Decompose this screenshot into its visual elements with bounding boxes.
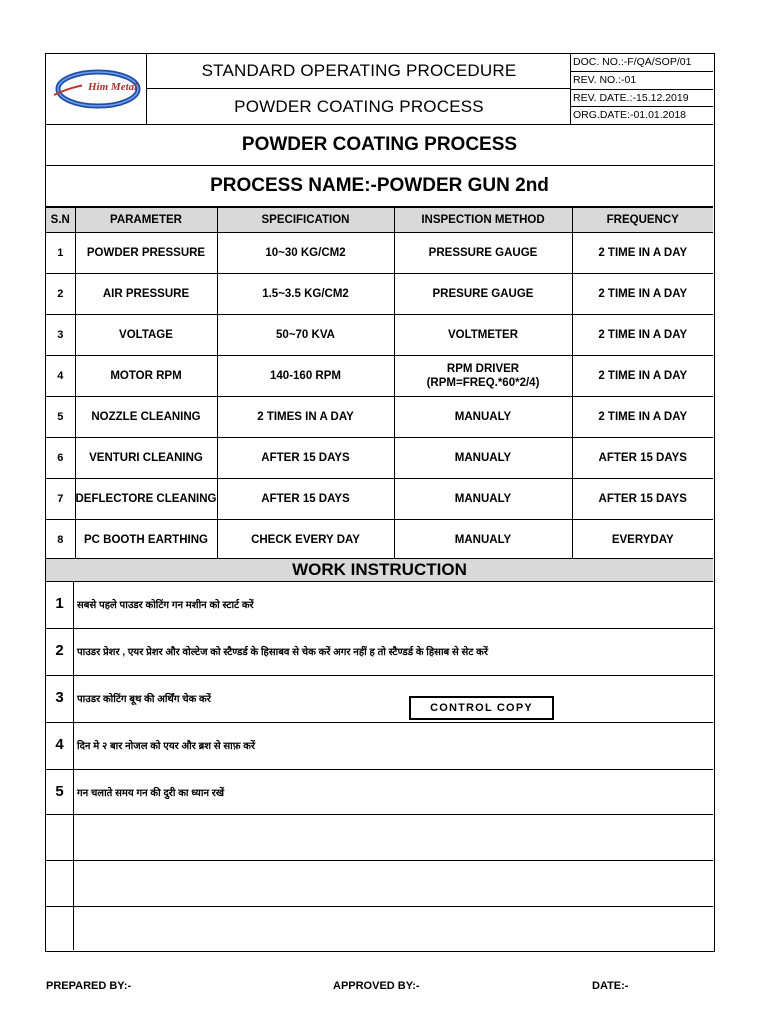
column-header-inspection-method: INSPECTION METHOD — [394, 208, 572, 233]
cell-method: MANUALY — [394, 479, 572, 520]
cell-parameter: MOTOR RPM — [75, 356, 217, 397]
cell-sn: 5 — [46, 397, 75, 438]
cell-method: MANUALY — [394, 520, 572, 561]
column-header-sn: S.N — [46, 208, 75, 233]
cell-specification: 10~30 KG/CM2 — [217, 233, 394, 274]
column-header-frequency: FREQUENCY — [572, 208, 713, 233]
instruction-row-empty — [46, 861, 713, 907]
sop-subtitle: POWDER COATING PROCESS — [234, 97, 484, 116]
cell-specification: 50~70 KVA — [217, 315, 394, 356]
cell-sn: 8 — [46, 520, 75, 561]
cell-method — [394, 356, 572, 397]
cell-frequency: 2 TIME IN A DAY — [572, 233, 713, 274]
cell-sn: 7 — [46, 479, 75, 520]
instruction-number: 4 — [46, 723, 74, 769]
instruction-number — [46, 815, 74, 860]
title-cell — [147, 54, 571, 125]
cell-method: PRESURE GAUGE — [394, 274, 572, 315]
instruction-row — [46, 582, 713, 629]
cell-specification: AFTER 15 DAYS — [217, 479, 394, 520]
instruction-text: सबसे पहले पाउडर कोटिंग गन मशीन को स्टार्ट करें — [77, 600, 254, 611]
cell-specification: 140-160 RPM — [217, 356, 394, 397]
cell-parameter: VENTURI CLEANING — [75, 438, 217, 479]
cell-method: VOLTMETER — [394, 315, 572, 356]
instruction-number: 2 — [46, 629, 74, 675]
doc-number: DOC. NO.:-F/QA/SOP/01 — [571, 54, 713, 72]
instruction-number — [46, 907, 74, 950]
table-row — [46, 315, 713, 356]
approved-by-label: APPROVED BY:- — [333, 980, 420, 992]
cell-sn: 4 — [46, 356, 75, 397]
table-row — [46, 520, 713, 561]
process-name: PROCESS NAME:-POWDER GUN 2nd — [46, 166, 713, 207]
instruction-row-empty — [46, 815, 713, 861]
cell-parameter: PC BOOTH EARTHING — [75, 520, 217, 561]
instruction-row — [46, 723, 713, 770]
sop-title: STANDARD OPERATING PROCEDURE — [147, 54, 571, 89]
instruction-text: दिन मे २ बार नोजल को एयर और ब्रश से साफ़ करें — [77, 741, 256, 752]
instruction-row — [46, 676, 713, 723]
table-row — [46, 438, 713, 479]
instruction-row — [46, 629, 713, 676]
cell-specification: 2 TIMES IN A DAY — [217, 397, 394, 438]
cell-frequency: AFTER 15 DAYS — [572, 479, 713, 520]
instruction-number: 5 — [46, 770, 74, 814]
cell-parameter: POWDER PRESSURE — [75, 233, 217, 274]
instruction-text: पाउडर प्रेशर , एयर प्रेशर और वोल्टेज को स्टैण्डर्ड के हिसाबव से चेक करें अगर नहीं ह तो स्टैण्डर्ड के हिसाब से सेट करें — [77, 647, 488, 658]
cell-frequency: 2 TIME IN A DAY — [572, 356, 713, 397]
cell-frequency: 2 TIME IN A DAY — [572, 315, 713, 356]
date-label: DATE:- — [592, 980, 629, 992]
cell-method: MANUALY — [394, 438, 572, 479]
cell-sn: 1 — [46, 233, 75, 274]
parameter-table — [46, 207, 713, 561]
cell-parameter: DEFLECTORE CLEANING — [75, 479, 217, 520]
origin-date: ORG.DATE:-01.01.2018 — [573, 109, 687, 122]
revision-date: REV. DATE.:-15.12.2019 — [571, 90, 713, 108]
cell-method-line2: (RPM=FREQ.*60*2/4) — [426, 377, 540, 389]
cell-parameter: VOLTAGE — [75, 315, 217, 356]
cell-specification: CHECK EVERY DAY — [217, 520, 394, 561]
instruction-row — [46, 770, 713, 815]
control-copy-stamp: CONTROL COPY — [409, 696, 554, 720]
table-row — [46, 233, 713, 274]
sop-sheet — [45, 53, 715, 952]
table-row — [46, 479, 713, 520]
cell-frequency: 2 TIME IN A DAY — [572, 274, 713, 315]
prepared-by-label: PREPARED BY:- — [46, 980, 132, 992]
table-header-row — [46, 208, 713, 233]
company-logo — [46, 54, 147, 125]
main-title: POWDER COATING PROCESS — [46, 125, 713, 166]
cell-parameter: AIR PRESSURE — [75, 274, 217, 315]
column-header-specification: SPECIFICATION — [217, 208, 394, 233]
table-row — [46, 356, 713, 397]
column-header-parameter: PARAMETER — [75, 208, 217, 233]
instruction-number: 1 — [46, 582, 74, 628]
work-instruction-title: WORK INSTRUCTION — [46, 558, 713, 582]
instruction-row-empty — [46, 907, 713, 950]
cell-sn: 6 — [46, 438, 75, 479]
document-info — [571, 54, 713, 125]
cell-sn: 3 — [46, 315, 75, 356]
instruction-number — [46, 861, 74, 906]
cell-sn: 2 — [46, 274, 75, 315]
table-row — [46, 397, 713, 438]
cell-frequency: AFTER 15 DAYS — [572, 438, 713, 479]
cell-frequency: EVERYDAY — [572, 520, 713, 561]
instruction-text: गन चलाते समय गन की दुरी का ध्यान रखें — [77, 788, 225, 799]
cell-method: PRESSURE GAUGE — [394, 233, 572, 274]
instruction-text: पाउडर कोटिंग बूथ की अर्थिंग चेक करें — [77, 694, 211, 705]
cell-method-line1: RPM DRIVER — [446, 363, 520, 375]
logo-text: Him Metal — [88, 81, 138, 93]
cell-specification: 1.5~3.5 KG/CM2 — [217, 274, 394, 315]
instruction-number: 3 — [46, 676, 74, 722]
revision-number: REV. NO.:-01 — [571, 72, 713, 90]
cell-frequency: 2 TIME IN A DAY — [572, 397, 713, 438]
cell-specification: AFTER 15 DAYS — [217, 438, 394, 479]
cell-method: MANUALY — [394, 397, 572, 438]
table-row — [46, 274, 713, 315]
document-header — [46, 54, 713, 125]
cell-parameter: NOZZLE CLEANING — [75, 397, 217, 438]
